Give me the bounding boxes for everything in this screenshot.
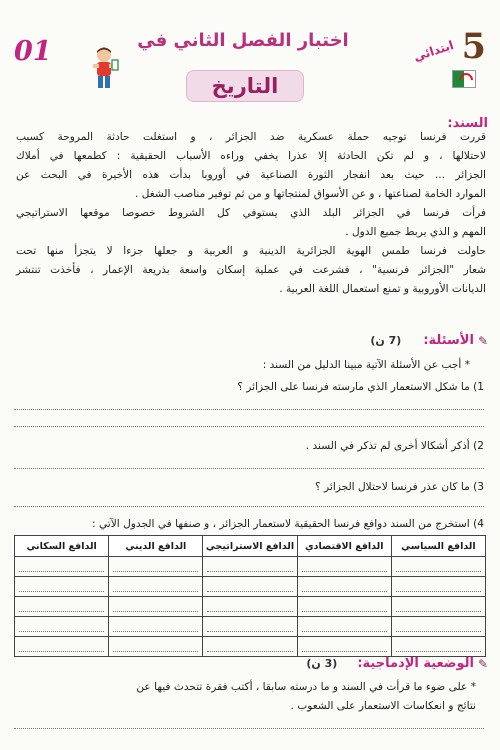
question-2: 2) أذكر أشكالا أخرى لم تذكر في السند . [305, 440, 484, 452]
table-cell[interactable] [203, 577, 297, 597]
grade-number: 5 [461, 26, 486, 67]
exam-number: 01 [14, 36, 52, 67]
integration-points: (3 ن) [306, 657, 338, 670]
pencil-icon: ✎ [477, 333, 488, 348]
table-cell[interactable] [15, 637, 109, 657]
answer-line[interactable] [14, 506, 484, 507]
source-line: لاحتلالها ، و لم تكن الحادثة إلا عذرا يخفي وراءه الأسباب الحقيقية : كطمعها في أملاك [16, 150, 486, 162]
table-cell[interactable] [109, 597, 203, 617]
table-cell[interactable] [391, 597, 485, 617]
integration-line: * على ضوء ما قرأت في السند و ما درسته سابقا ، أكتب فقرة تتحدث فيها عن [136, 681, 476, 693]
table-cell[interactable] [109, 617, 203, 637]
source-text [16, 128, 486, 299]
source-line: الديانات الأوروبية و تمنع استعمال اللغة العربية . [279, 283, 486, 295]
table-cell[interactable] [203, 557, 297, 577]
table-cell[interactable] [109, 557, 203, 577]
table-cell[interactable] [203, 637, 297, 657]
source-line: حاولت فرنسا طمس الهوية الجزائرية الدينية و العربية و جعلها جزءا لا يتجزأ منها تحت [16, 245, 486, 257]
table-cell[interactable] [109, 637, 203, 657]
questions-instruction: * أجب عن الأسئلة الآتية مبينا الدليل من السند : [262, 359, 470, 371]
motives-table [14, 535, 486, 657]
table-cell[interactable] [203, 617, 297, 637]
table-cell[interactable] [391, 557, 485, 577]
table-cell[interactable] [297, 557, 391, 577]
answer-line[interactable] [14, 426, 484, 427]
table-cell[interactable] [203, 597, 297, 617]
table-header: الدافع الاقتصادي [297, 536, 391, 557]
table-header: الدافع الديني [109, 536, 203, 557]
table-cell[interactable] [15, 597, 109, 617]
questions-heading: ✎ الأسئلة: (7 ن) [370, 333, 488, 348]
source-line: الجزائر ... حيث بعد انفجار الثورة الصناعية في أوروبا بدأت هذه الأخيرة في البحث عن [16, 169, 486, 181]
table-row [15, 577, 486, 597]
exam-title: اختبار الفصل الثاني في [137, 30, 349, 51]
source-line: الموارد الخامة لصناعتها ، و عن الأسواق لمنتجاتها و من ثم توفير مناصب الشغل . [134, 188, 486, 200]
table-header: الدافع السكاني [15, 536, 109, 557]
source-line: شعار "الجزائر فرنسية" ، فشرعت في عملية إسكان واسعة بذريعة الإعمار ، فأخذت تنتشر [16, 264, 486, 276]
table-cell[interactable] [297, 577, 391, 597]
text-heading: السند: [447, 116, 488, 131]
question-4: 4) استخرج من السند دوافع فرنسا الحقيقية لاستعمار الجزائر ، و صنفها في الجدول الآتي : [92, 518, 484, 530]
table-row [15, 597, 486, 617]
table-row [15, 557, 486, 577]
algeria-flag-icon [452, 70, 476, 88]
integration-line: نتائج و انعكاسات الاستعمار على الشعوب . [290, 700, 476, 712]
source-line: فرأت فرنسا في الجزائر البلد الذي يستوفي كل الشروط خصوصا موقعها الاستراتيجي [16, 207, 486, 219]
table-row [15, 617, 486, 637]
table-cell[interactable] [297, 617, 391, 637]
table-cell[interactable] [297, 637, 391, 657]
answer-line[interactable] [14, 468, 484, 469]
question-1: 1) ما شكل الاستعمار الذي مارسته فرنسا على الجزائر ؟ [237, 381, 484, 393]
table-cell[interactable] [391, 577, 485, 597]
subject-banner [186, 70, 304, 102]
table-cell[interactable] [15, 617, 109, 637]
table-cell[interactable] [15, 577, 109, 597]
student-icon [88, 46, 120, 92]
table-cell[interactable] [297, 597, 391, 617]
source-line: المهم و الذي يربط جميع الدول . [345, 226, 486, 238]
table-cell[interactable] [391, 637, 485, 657]
table-cell[interactable] [109, 577, 203, 597]
question-3: 3) ما كان عذر فرنسا لاحتلال الجزائر ؟ [315, 481, 484, 493]
answer-line[interactable] [14, 409, 484, 410]
table-cell[interactable] [15, 557, 109, 577]
source-line: قررت فرنسا توجيه حملة عسكرية ضد الجزائر ، و استغلت حادثة المروحة كسبب [16, 131, 486, 143]
questions-points: (7 ن) [370, 334, 402, 347]
table-header: الدافع السياسي [391, 536, 485, 557]
subject-name: التاريخ [211, 74, 279, 98]
table-header: الدافع الاستراتيجي [203, 536, 297, 557]
answer-line[interactable] [14, 728, 484, 729]
grade-label: ابتدائي [411, 37, 456, 65]
table-row [15, 637, 486, 657]
integration-heading: ✎ الوضعية الإدماجية: (3 ن) [306, 656, 488, 671]
table-cell[interactable] [391, 617, 485, 637]
pencil-icon: ✎ [477, 656, 488, 671]
